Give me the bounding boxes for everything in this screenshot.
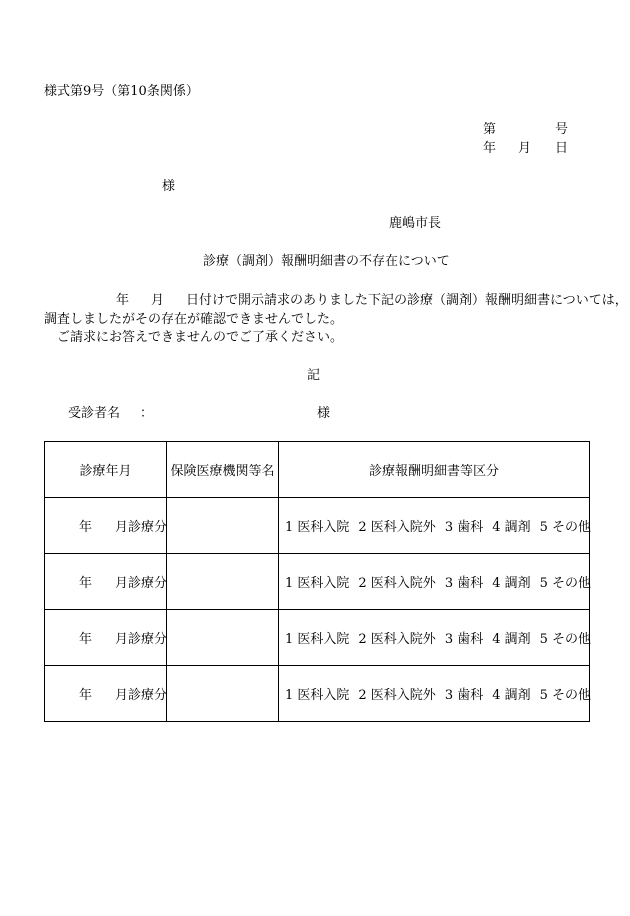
category-option: 5 その他: [539, 688, 592, 703]
doc-number-suffix: 号: [555, 122, 569, 137]
form-label: 様式第9号（第10条関係）: [44, 84, 199, 99]
treatment-month-cell: [45, 666, 167, 722]
doc-number-prefix: 第: [483, 122, 497, 137]
header-treatment-month: 診療年月: [45, 442, 167, 498]
institution-cell[interactable]: [167, 666, 279, 722]
row-month: 月診療分: [115, 688, 168, 703]
header-category: 診療報酬明細書等区分: [279, 442, 590, 498]
category-option: 1 医科入院: [285, 520, 350, 535]
category-option: 3 歯科: [444, 632, 484, 647]
category-option: 4 調剤: [492, 576, 531, 591]
category-option: 3 歯科: [444, 520, 484, 535]
row-year: 年: [79, 632, 93, 647]
table-row: [45, 610, 590, 666]
category-option: 2 医科入院外: [358, 576, 436, 591]
row-month: 月診療分: [115, 520, 168, 535]
body-year: 年: [116, 293, 130, 308]
patient-label-text: 受診者名: [68, 406, 121, 421]
ki-heading: 記: [307, 368, 321, 383]
category-option: 4 調剤: [492, 632, 531, 647]
category-option: 5 その他: [539, 576, 592, 591]
category-option: 2 医科入院外: [358, 520, 436, 535]
table-header-row: [45, 442, 590, 498]
body-line-1: [116, 293, 628, 309]
doc-date-year: 年: [483, 141, 497, 156]
document-date: [483, 141, 568, 157]
category-option: 1 医科入院: [285, 632, 350, 647]
category-option: 2 医科入院外: [358, 688, 436, 703]
category-option: 1 医科入院: [285, 688, 350, 703]
treatment-month-cell: [45, 498, 167, 554]
row-year: 年: [79, 520, 93, 535]
category-option: 5 その他: [539, 632, 592, 647]
row-year: 年: [79, 688, 93, 703]
institution-cell[interactable]: [167, 610, 279, 666]
document-number: [483, 122, 568, 138]
patient-sama: 様: [317, 406, 331, 421]
category-option: 4 調剤: [492, 688, 531, 703]
institution-cell[interactable]: [167, 554, 279, 610]
document-title: 診療（調剤）報酬明細書の不存在について: [203, 254, 450, 269]
patient-name-label: [68, 406, 153, 422]
category-option: 3 歯科: [444, 576, 484, 591]
row-month: 月診療分: [115, 632, 168, 647]
institution-cell[interactable]: [167, 498, 279, 554]
doc-date-month: 月: [518, 141, 532, 156]
category-cell: [279, 610, 590, 666]
row-year: 年: [79, 576, 93, 591]
body-month: 月: [151, 293, 165, 308]
header-institution: 保険医療機関等名: [167, 442, 279, 498]
addressee: 様: [162, 179, 176, 194]
sender: 鹿嶋市長: [389, 216, 442, 231]
treatment-month-cell: [45, 610, 167, 666]
table-row: [45, 666, 590, 722]
records-table: [44, 441, 590, 722]
category-option: 1 医科入院: [285, 576, 350, 591]
body-line-2: 調査しましたがその存在が確認できませんでした。: [44, 312, 344, 327]
table-row: [45, 498, 590, 554]
doc-date-day: 日: [555, 141, 569, 156]
category-option: 4 調剤: [492, 520, 531, 535]
category-cell: [279, 554, 590, 610]
category-option: 2 医科入院外: [358, 632, 436, 647]
category-cell: [279, 498, 590, 554]
row-month: 月診療分: [115, 576, 168, 591]
body-line1-rest: 日付けで開示請求のありました下記の診療（調剤）報酬明細書については，: [186, 293, 628, 308]
body-line-3: ご請求にお答えできませんのでご了承ください。: [57, 330, 344, 345]
patient-colon: ：: [140, 406, 154, 421]
treatment-month-cell: [45, 554, 167, 610]
category-option: 3 歯科: [444, 688, 484, 703]
category-option: 5 その他: [539, 520, 592, 535]
category-cell: [279, 666, 590, 722]
table-row: [45, 554, 590, 610]
